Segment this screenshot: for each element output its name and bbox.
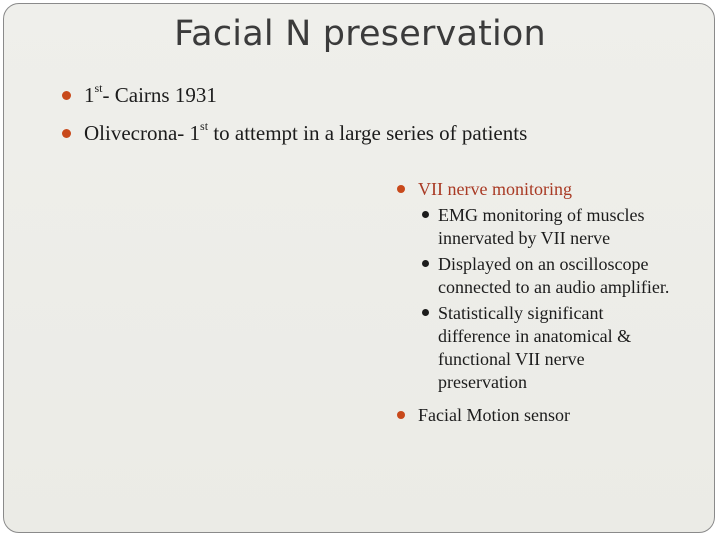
sub-bullet-dot-icon [422, 260, 429, 267]
monitoring-heading-text: VII nerve monitoring [418, 179, 572, 199]
bullet-text-post: to attempt in a large series of patients [208, 121, 528, 145]
slide-title: Facial N preservation [174, 14, 546, 54]
bullet-dot-icon [62, 129, 71, 138]
bullet-text-pre: Olivecrona- 1 [84, 121, 201, 145]
monitoring-sub-list [396, 204, 696, 394]
sub-bullet-dot-icon [422, 211, 429, 218]
bullet-superscript: st [94, 81, 103, 95]
sub-bullet-text: EMG monitoring of muscles innervated by VII nerve [438, 205, 645, 248]
sub-bullet-item [396, 302, 678, 394]
sub-bullet-text: Displayed on an oscilloscope connected to an audio amplifier. [438, 254, 670, 297]
motion-sensor-text: Facial Motion sensor [418, 405, 570, 425]
sub-bullet-text: Statistically significant difference in anatomical & functional VII nerve preservation [438, 303, 632, 392]
sub-bullet-item [396, 204, 678, 250]
right-column [396, 178, 696, 426]
bullet-text-pre: 1 [84, 83, 95, 107]
bullet-dot-icon [397, 411, 405, 419]
bullet-dot-icon [397, 185, 405, 193]
bullet-dot-icon [62, 91, 71, 100]
bullet-item [60, 120, 527, 146]
motion-sensor-item [396, 404, 696, 426]
bullet-item [60, 82, 527, 108]
bullet-superscript: st [200, 119, 209, 133]
monitoring-heading [396, 178, 696, 200]
sub-bullet-dot-icon [422, 309, 429, 316]
bullet-text-post: - Cairns 1931 [102, 83, 217, 107]
main-bullet-list [60, 82, 527, 158]
sub-bullet-item [396, 253, 678, 299]
